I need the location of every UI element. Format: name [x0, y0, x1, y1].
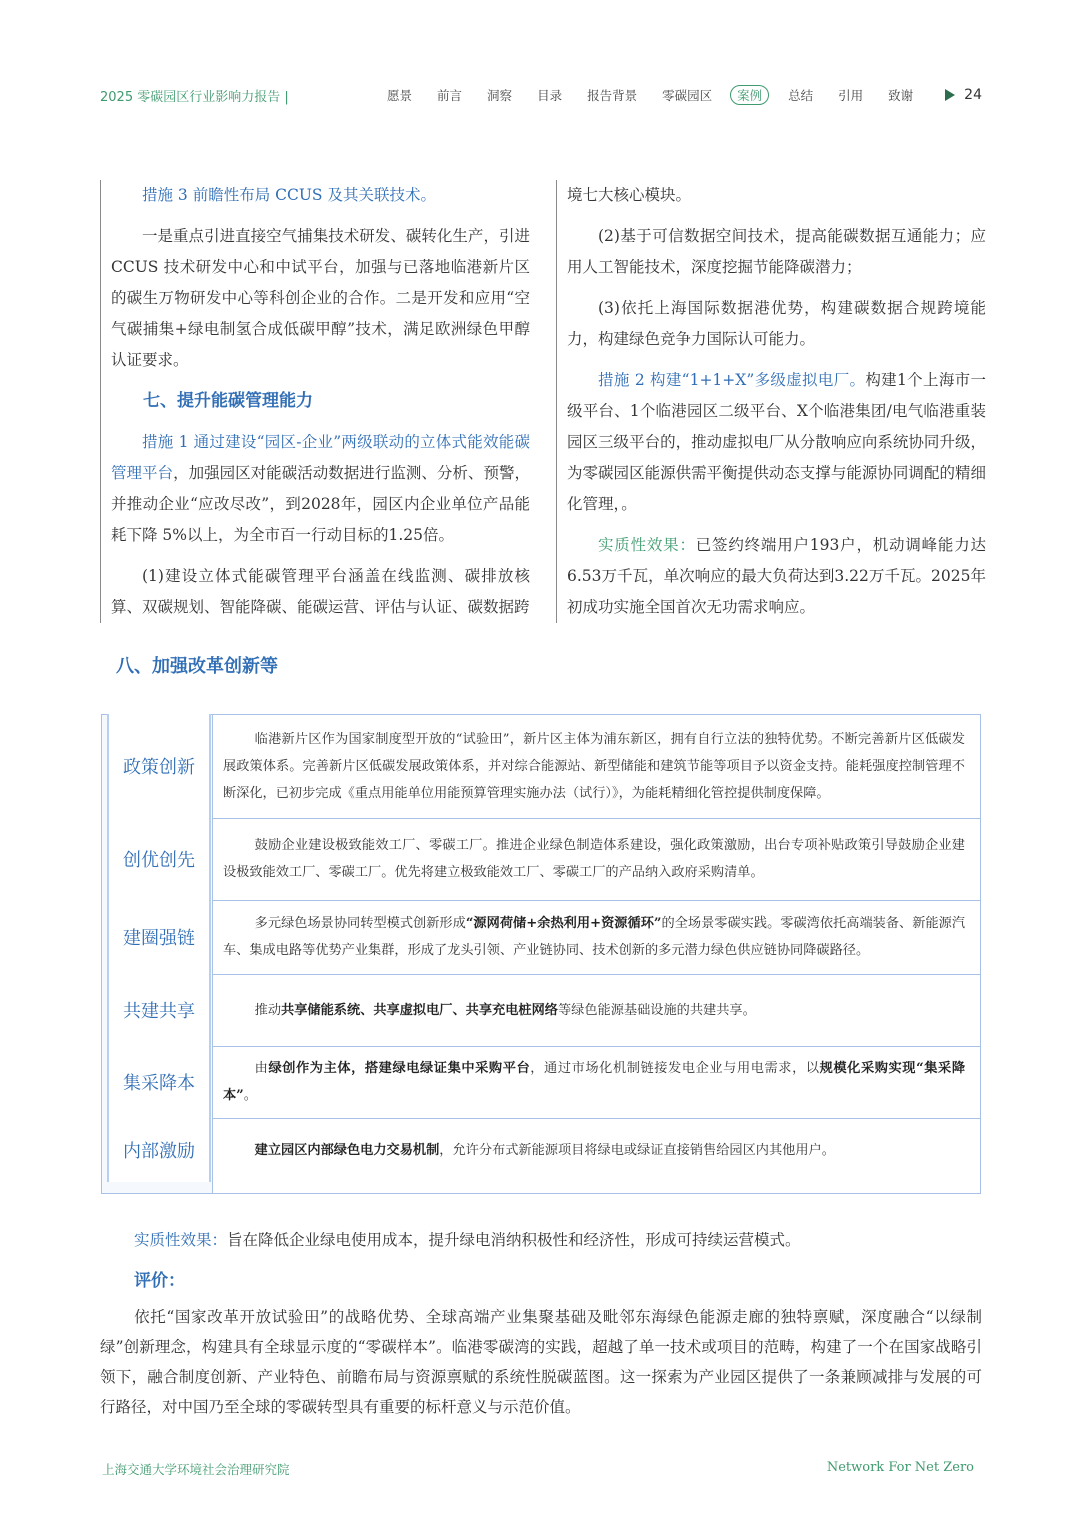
evaluation-body: 依托“国家改革开放试验田”的战略优势、全球高端产业集聚基础及毗邻东海绿色能源走廊的独特禀赋，深度融合“以绿制绿”创新理念，构建具有全球显示度的“零碳样本”。临港零碳湾的实践，超越了单一技术或项目的范畴，构建了一个在国家战略引领下，融合制度创新、产业特色、前瞻布局与资源禀赋的系统性脱碳蓝图。这一探索为产业园区提供了一条兼顾减排与发展的可行路径，对中国乃至全球的零碳转型具有重要的标杆意义与示范价值。	[100, 1308, 982, 1416]
item-1-continuation: 境七大核心模块。	[567, 186, 692, 204]
effect-2-line	[134, 1228, 801, 1250]
row-label-shared-construction: 共建共享	[107, 974, 211, 1046]
row-text-plain: 鼓励企业建设极致能效工厂、零碳工厂。推进企业绿色制造体系建设，强化政策激励，出台专项补贴政策引导鼓励企业建设极致能效工厂、零碳工厂。优先将建立极致能效工厂、零碳工厂的产品纳入政府采购清单。	[223, 838, 965, 880]
nav-item-preface[interactable]: 前言	[437, 88, 463, 103]
row-text-bold: 建立园区内部绿色电力交易机制	[254, 1142, 440, 1158]
nav-item-cases[interactable]: 案例	[730, 85, 769, 105]
effect-2-label: 实质性效果：	[134, 1231, 228, 1249]
row-text-plain: 多元绿色场景协同转型模式创新形成	[254, 916, 466, 931]
next-page-icon[interactable]	[945, 89, 955, 101]
table-row	[101, 1118, 981, 1182]
right-column	[556, 180, 986, 623]
row-text	[223, 900, 965, 974]
report-title: 2025 零碳园区行业影响力报告 |	[100, 90, 289, 105]
nav-item-summary[interactable]: 总结	[788, 88, 814, 103]
row-label-bulk-purchasing: 集采降本	[107, 1046, 211, 1118]
row-text-plain: 由	[254, 1061, 269, 1076]
effect-label: 实质性效果：	[598, 536, 696, 554]
row-text	[223, 1046, 965, 1118]
item-2-text: (2)基于可信数据空间技术，提高能碳数据互通能力；应用人工智能技术，深度挖掘节能降碳潜力；	[567, 227, 986, 276]
row-label-chain-building: 建圈强链	[107, 900, 211, 974]
row-text	[223, 1118, 965, 1182]
nav-item-acknowledgements[interactable]: 致谢	[888, 88, 914, 103]
nav-item-background[interactable]: 报告背景	[587, 88, 638, 103]
measure-3-body: 一是重点引进直接空气捕集技术研发、碳转化生产，引进 CCUS 技术研发中心和中试平台，加强与已落地临港新片区的碳生万物研发中心等科创企业的合作。二是开发和应用“空气碳捕集+绿电制氢合成低碳甲醇”技术，满足欧洲绿色甲醇认证要求。	[111, 227, 530, 369]
measure-2-paragraph	[567, 365, 986, 520]
measure-1-title: 措施 1 通过建设“园区-企业”两级联动的立体式能效能碳管理平台	[111, 433, 530, 482]
row-text-plain: 等绿色能源基础设施的共建共享。	[557, 1002, 756, 1018]
row-text-plain: 。	[243, 1088, 257, 1103]
top-nav	[362, 84, 982, 106]
section-8-heading: 八、加强改革创新等	[116, 656, 278, 677]
row-text-plain: ，允许分布式新能源项目将绿电或绿证直接销售给园区内其他用户。	[439, 1142, 835, 1158]
nav-item-zero-carbon-park[interactable]: 零碳园区	[662, 88, 713, 103]
measure-2-body: 构建1个上海市一级平台、1个临港园区二级平台、X个临港集团/电气临港重装园区三级平台的，推动虚拟电厂从分散响应向系统协同升级，为零碳园区能源供需平衡提供动态支撑与能源协同调配的精细化管理，。	[567, 371, 986, 513]
table-row	[101, 714, 981, 818]
effect-2-body: 旨在降低企业绿电使用成本，提升绿电消纳积极性和经济性，形成可持续运营模式。	[227, 1231, 801, 1249]
row-text-plain: 临港新片区作为国家制度型开放的“试验田”，新片区主体为浦东新区，拥有自行立法的独特优势。不断完善新片区低碳发展政策体系。完善新片区低碳发展政策体系，并对综合能源站、新型储能和建筑节能等项目予以资金支持。能耗强度控制管理不断深化，已初步完成《重点用能单位用能预算管理实施办法（试行）》，为能耗精细化管控提供制度保障。	[223, 731, 965, 801]
measure-2-title: 措施 2 构建“1+1+X”多级虚拟电厂。	[598, 371, 866, 389]
item-3-text: (3)依托上海国际数据港优势，构建碳数据合规跨境能力，构建绿色竞争力国际认可能力。	[567, 299, 986, 348]
row-label-internal-incentive: 内部激励	[107, 1118, 211, 1182]
item-1-text: (1)建设立体式能碳管理平台涵盖在线监测、碳排放核算、双碳规划、智能降碳、能碳运营、评估与认证、碳数据跨	[111, 567, 530, 616]
row-text-plain: 推动	[254, 1002, 282, 1018]
page-header	[100, 84, 982, 108]
left-column	[100, 180, 530, 623]
row-text-plain: 的全场景零碳实践。零碳湾依托高端装备、新能源汽车、集成电路等优势产业集群，形成了龙头引领、产业链协同、技术创新的多元潜力绿色供应链协同降碳路径。	[223, 916, 966, 958]
nav-item-insight[interactable]: 洞察	[487, 88, 513, 103]
row-text-bold: 绿创作为主体，搭建绿电绿证集中采购平台	[268, 1061, 531, 1076]
footer-institution: 上海交通大学环境社会治理研究院	[102, 1462, 290, 1477]
row-text	[223, 974, 965, 1046]
row-label-excellence: 创优创先	[107, 818, 211, 900]
reform-table	[101, 714, 981, 1194]
row-text-bold: 规模化采购实现“集采降本”	[223, 1061, 966, 1103]
table-row	[101, 974, 981, 1046]
evaluation-heading: 评价：	[134, 1271, 185, 1291]
measure-3-title: 措施 3 前瞻性布局 CCUS 及其关联技术。	[142, 186, 436, 204]
section-7-heading: 七、提升能碳管理能力	[143, 391, 313, 411]
row-text-bold: “源网荷储+余热利用+资源循环”	[465, 916, 662, 931]
table-row	[101, 900, 981, 974]
row-text-bold: 共享储能系统、共享虚拟电厂、共享充电桩网络	[281, 1002, 558, 1018]
page-number: 24	[964, 87, 982, 103]
row-text	[223, 714, 965, 818]
table-row	[101, 818, 981, 900]
effect-paragraph	[567, 530, 986, 623]
row-label-policy-innovation: 政策创新	[107, 714, 211, 818]
nav-item-contents[interactable]: 目录	[537, 88, 563, 103]
row-text	[223, 818, 965, 900]
row-text-plain: ，通过市场化机制链接发电企业与用电需求，以	[530, 1061, 820, 1076]
effect-body: 已签约终端用户193户，机动调峰能力达6.53万千瓦，单次响应的最大负荷达到3.22万千瓦。2025年初成功实施全国首次无功需求响应。	[567, 536, 986, 616]
measure-1-paragraph	[111, 427, 530, 551]
footer-network: Network For Net Zero	[826, 1460, 974, 1475]
nav-item-references[interactable]: 引用	[838, 88, 864, 103]
table-row	[101, 1046, 981, 1118]
measure-1-body: ，加强园区对能碳活动数据进行监测、分析、预警，并推动企业“应改尽改”，到2028年，园区内企业单位产品能耗下降 5%以上，为全市百一行动目标的1.25倍。	[111, 464, 530, 544]
nav-item-vision[interactable]: 愿景	[387, 88, 413, 103]
